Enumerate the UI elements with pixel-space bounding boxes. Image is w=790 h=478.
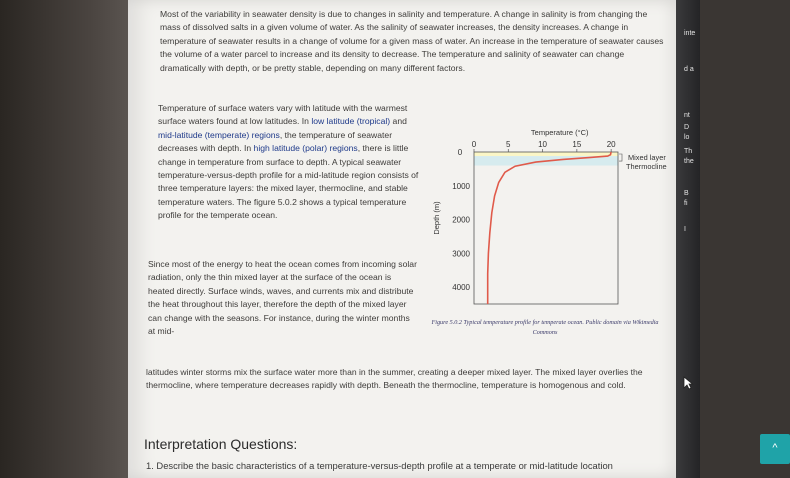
y-tick-label: 3000 bbox=[452, 249, 470, 259]
x-axis-title: Temperature (°C) bbox=[530, 128, 589, 137]
x-tick-label: 5 bbox=[506, 140, 511, 149]
edge-text-snippet: I bbox=[684, 226, 686, 233]
edge-text-snippet: D bbox=[684, 124, 690, 131]
document-page bbox=[128, 0, 778, 478]
y-tick-label: 2000 bbox=[452, 215, 470, 225]
edge-text-snippet: lo bbox=[684, 134, 690, 141]
edge-text-snippet: B bbox=[684, 190, 689, 197]
x-tick-label: 10 bbox=[538, 140, 548, 149]
question-1: 1. Describe the basic characteristics of a temperature-versus-depth profile at a temperate or mid-latitude location bbox=[146, 460, 613, 471]
edge-text-snippet: inte bbox=[684, 30, 696, 37]
low-latitude-term: low latitude (tropical) bbox=[311, 116, 391, 127]
y-tick-label: 1000 bbox=[452, 181, 470, 191]
questions-heading: Interpretation Questions: bbox=[144, 436, 298, 452]
y-axis-title: Depth (m) bbox=[432, 201, 441, 235]
temperature-profile-line bbox=[488, 152, 611, 304]
chevron-up-icon: ^ bbox=[772, 442, 778, 454]
intro-paragraph: Most of the variability in seawater density is due to changes in salinity and temperature. A change in salinity is from changing the mass of dissolved salts in a given volume of water. As the salinity of seawater increases, the density increases. A change in temperature of seawater results in a change of volume for a given mass of water. An increase in the temperature of seawater causes the volume of a water parcel to increase and its density to decrease. The temperature and salinity of seawater can change dramatically with depth, or be pretty stable, depending on many different factors. bbox=[160, 9, 664, 73]
layer-band bbox=[474, 152, 618, 156]
edge-text-snippet: Th bbox=[684, 148, 693, 155]
latitude-paragraph: Temperature of surface waters vary with latitude with the warmest surface waters found at low latitudes. In low latitude (tropical) and mid-latitude (temperate) regions, the temperature of seawater decreases with depth. In high latitude (polar) regions, there is little change in temperature from surface to depth. A typical seawater temperature-versus-depth profile for a mid-latitude region consists of three temperature layers: the mixed layer, thermocline, and stable temperature waters. The figure 5.0.2 shows a typical temperature profile for the temperate ocean. bbox=[158, 103, 419, 221]
temperature-depth-chart bbox=[424, 114, 666, 318]
edge-text-snippet: nt bbox=[684, 112, 690, 119]
layer-label: Mixed layer bbox=[628, 153, 666, 162]
figure-caption bbox=[424, 318, 666, 338]
caption-text: Typical temperature profile for temperate ocean. Public domain via Wikimedia Commons bbox=[463, 319, 659, 336]
left-bezel bbox=[0, 0, 128, 478]
edge-text-snippet: fi bbox=[684, 200, 688, 207]
high-latitude-term: high latitude (polar) regions bbox=[253, 143, 358, 154]
scroll-top-button[interactable] bbox=[760, 434, 790, 464]
x-tick-label: 20 bbox=[606, 140, 616, 149]
x-tick-label: 15 bbox=[572, 140, 582, 149]
edge-text-snippet: the bbox=[684, 158, 694, 165]
mid-latitude-term: mid-latitude (temperate) regions bbox=[158, 129, 280, 140]
caption-label: Figure 5.0.2 bbox=[431, 319, 462, 326]
y-tick-label: 4000 bbox=[452, 283, 470, 293]
plot-frame bbox=[474, 152, 618, 304]
x-tick-label: 0 bbox=[471, 140, 477, 149]
adjacent-window-edge bbox=[676, 0, 700, 478]
temperature-profile-figure bbox=[424, 114, 666, 350]
mixed-layer-paragraph: Since most of the energy to heat the ocean comes from incoming solar radiation, only the thin mixed layer at the surface of the ocean is heated directly. Surface winds, waves, and currents mix and distribute the heat throughout this layer, therefore the depth of the mixed layer can change with the seasons. For instance, during the winter months at mid- bbox=[148, 259, 417, 337]
thermocline-paragraph: latitudes winter storms mix the surface water more than in the summer, creating a deeper mixed layer. The mixed layer overlies the thermocline, where temperature decreases rapidly with depth. Beneath the thermocline, temperature is homogenous and cold. bbox=[146, 367, 643, 391]
layer-bracket bbox=[619, 154, 622, 161]
arrow-cursor-icon bbox=[683, 376, 693, 390]
layer-label: Thermocline bbox=[626, 162, 667, 171]
y-origin-label: 0 bbox=[457, 148, 463, 157]
edge-text-snippet: d a bbox=[684, 66, 694, 73]
